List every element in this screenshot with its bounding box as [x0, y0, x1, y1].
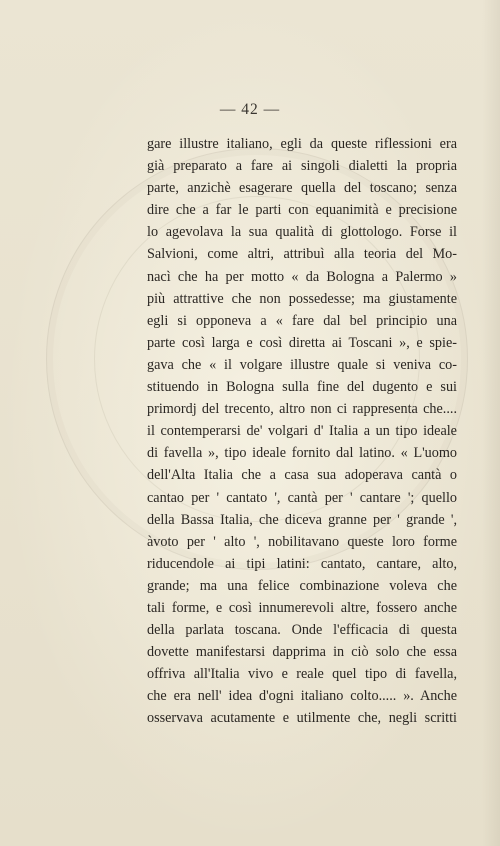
text-line: della parlata toscana. Onde l'efficacia di questa [147, 622, 457, 639]
text-line: grande; ma una felice combinazione voleva che [147, 577, 457, 594]
text-line: osservava acutamente e utilmente che, negli scritti [147, 710, 457, 727]
body-text [147, 133, 457, 730]
text-line: gava che « il volgare illustre quale si veniva co- [147, 356, 457, 373]
text-line: il contemperarsi de' volgari d' Italia a un tipo ideale [147, 423, 457, 440]
text-line: Salvioni, come altri, attribuì alla teoria del Mo- [147, 246, 457, 263]
text-line: lo agevolava la sua qualità di glottologo. Forse il [147, 224, 457, 241]
text-line: egli si opponeva a « fare dal bel principio una [147, 312, 457, 329]
text-line: parte così larga e così diretta ai Toscani », e spie- [147, 334, 457, 351]
text-line: che era nell' idea d'ogni italiano colto..... ». Anche [147, 688, 457, 705]
text-line: già preparato a fare ai singoli dialetti la propria [147, 158, 457, 175]
text-line: nacì che ha per motto « da Bologna a Palermo » [147, 268, 457, 285]
text-line: dovette manifestarsi dapprima in ciò solo che essa [147, 644, 457, 661]
text-line: più attrattive che non possedesse; ma giustamente [147, 290, 457, 307]
text-line: dell'Alta Italia che a casa sua adoperava cantà o [147, 467, 457, 484]
page-number: — 42 — [219, 101, 281, 118]
text-line: tali forme, e così innumerevoli altre, fossero anche [147, 599, 457, 616]
text-line: di favella », tipo ideale fornito dal latino. « L'uomo [147, 445, 457, 462]
text-line: parte, anzichè esagerare quella del toscano; senza [147, 180, 457, 197]
text-line: àvoto per ' alto ', nobilitavano queste loro forme [147, 533, 457, 550]
text-line: cantao per ' cantato ', cantà per ' cantare '; quello [147, 489, 457, 506]
text-line: primordj del trecento, altro non ci rappresenta che.... [147, 401, 457, 418]
text-line: riducendole ai tipi latini: cantato, cantare, alto, [147, 555, 457, 572]
text-line: della Bassa Italia, che diceva granne per ' grande ', [147, 511, 457, 528]
text-line: offriva all'Italia vivo e reale quel tipo di favella, [147, 666, 457, 683]
text-line: dire che a far le parti con equanimità e precisione [147, 202, 457, 219]
page-edge-shadow [482, 0, 500, 846]
text-line: stituendo in Bologna sulla fine del dugento e sui [147, 379, 457, 396]
text-line: gare illustre italiano, egli da queste riflessioni era [147, 136, 457, 152]
